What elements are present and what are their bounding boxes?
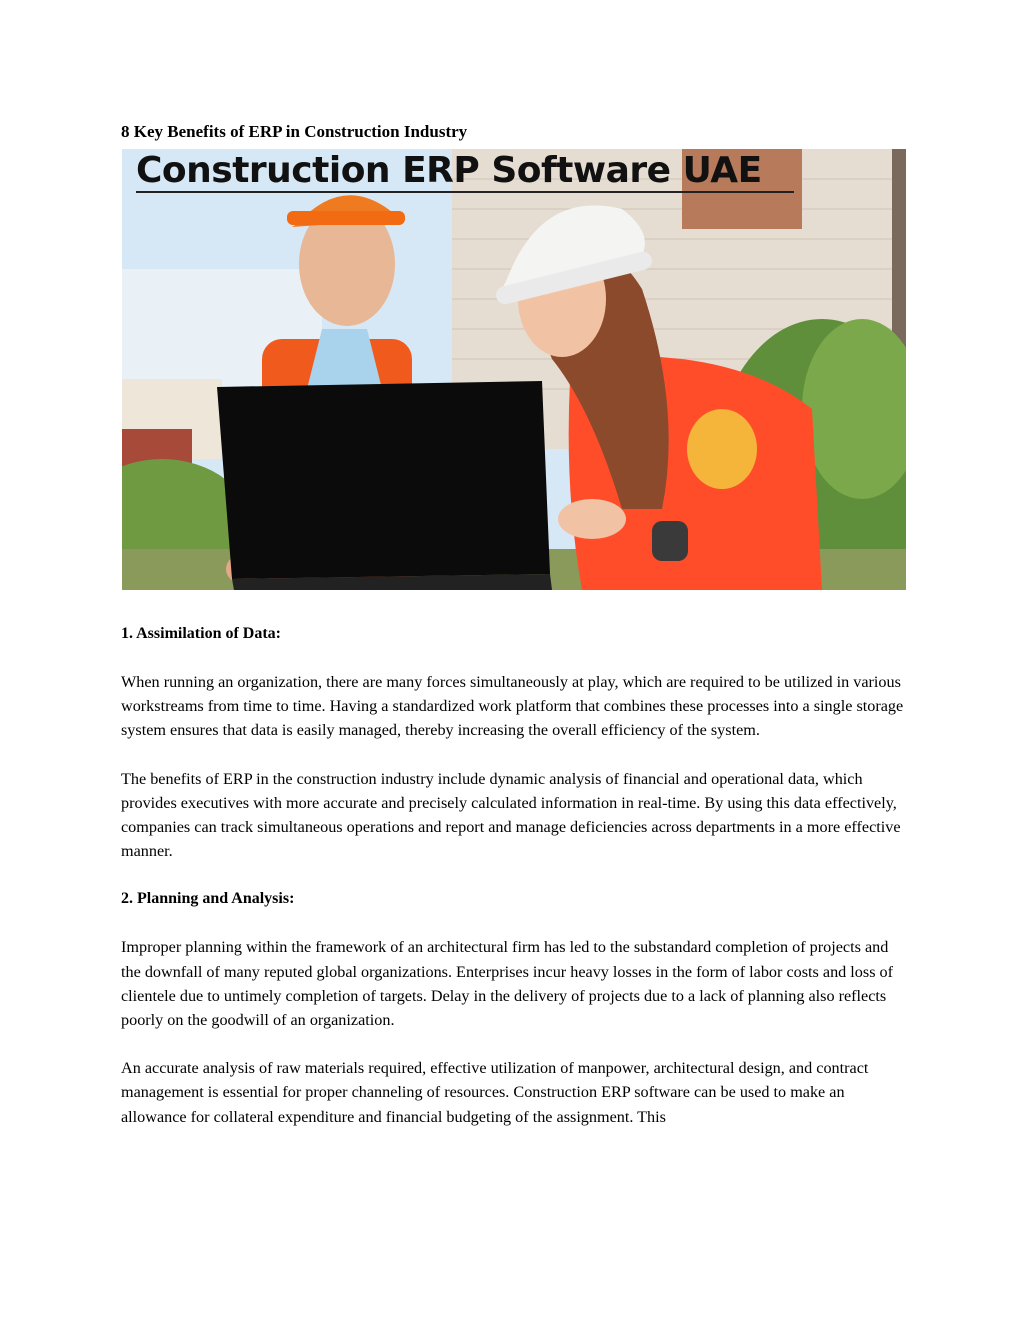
hero-illustration <box>122 149 906 590</box>
hero-image <box>122 149 906 590</box>
paragraph: Improper planning within the framework of an architectural firm has led to the substandard completion of projects and the downfall of many reputed global organizations. Enterprises incur heavy losses in the form of labor costs and loss of clientele due to untimely completion of targets. Delay in the delivery of projects due to a lack of planning also reflects poorly on the goodwill of an organization. <box>121 938 894 1030</box>
paragraph: The benefits of ERP in the construction industry include dynamic analysis of financial and operational data, which provides executives with more accurate and precisely calculated information in real-time. By using this data effectively, companies can track simultaneous operations and report and manage deficiencies across departments in a more effective manner. <box>121 769 901 861</box>
paragraph: When running an organization, there are many forces simultaneously at play, which are required to be utilized in various workstreams from time to time. Having a standardized work platform that combines these processes into a single storage system ensures that data is easily managed, thereby increasing the overall efficiency of the system. <box>121 673 904 740</box>
paragraph: An accurate analysis of raw materials required, effective utilization of manpower, architectural design, and contract management is essential for proper channeling of resources. Construction ERP software can be used to make an allowance for collateral expenditure and financial budgeting of the assignment. This <box>121 1059 869 1126</box>
section-heading: 2. Planning and Analysis: <box>121 890 295 908</box>
hero-caption-underline <box>136 191 794 193</box>
section-planning-and-analysis <box>121 887 911 1128</box>
hero-caption: Construction ERP Software UAE <box>136 150 762 191</box>
section-heading: 1. Assimilation of Data: <box>121 625 281 642</box>
document-title: 8 Key Benefits of ERP in Construction Industry <box>121 122 468 141</box>
document-body <box>121 622 911 1153</box>
section-assimilation-of-data <box>121 622 911 863</box>
